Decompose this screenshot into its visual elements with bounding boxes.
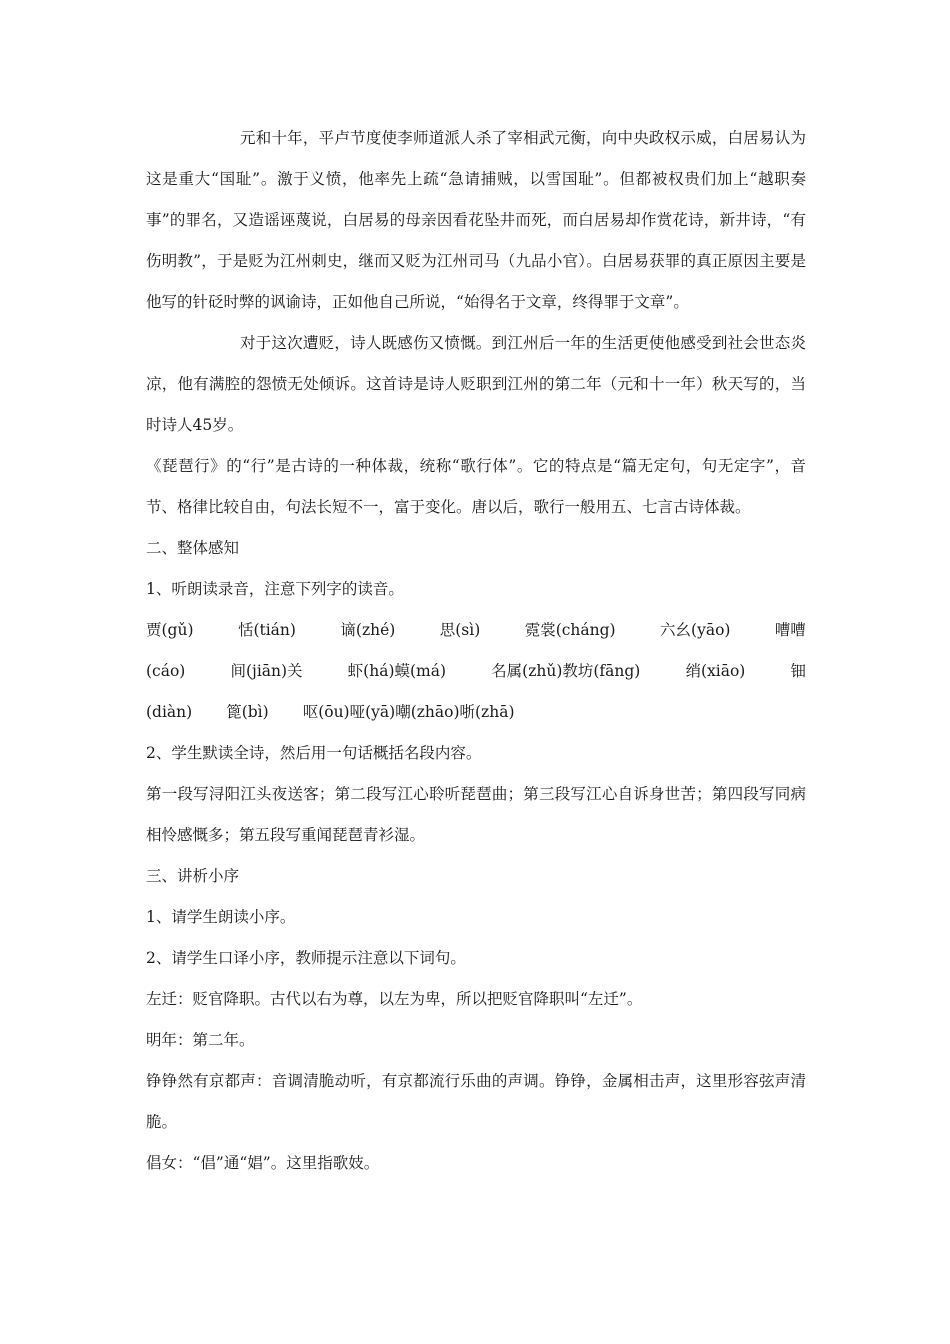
note-mingnian: 明年：第二年。 bbox=[146, 1031, 255, 1049]
section-2-heading: 二、整体感知 bbox=[146, 539, 240, 557]
section-3-item-2: 2、请学生口译小序，教师提示注意以下词句。 bbox=[146, 949, 466, 967]
pinyin-entry: 嘈嘈 bbox=[774, 621, 806, 639]
pinyin-entry: 恬(tián) bbox=[237, 621, 296, 639]
intro-paragraph-1: 元和十年，平卢节度使李师道派人杀了宰相武元衡，向中央政权示威，白居易认为这是重大“国耻”。激于义愤，他率先上疏“急请捕贼，以雪国耻”。但都被权贵们加上“越职奏事”的罪名，又造谣诬蔑说，白居易的母亲因看花坠井而死，而白居易却作赏花诗，新井诗，“有伤明教”，于是贬为江州刺史，继而又贬为江州司马（九品小官）。白居易获罪的真正原因主要是他写的针砭时弊的讽谕诗，正如他自己所说，“始得名于文章，终得罪于文章”。 bbox=[146, 129, 806, 311]
pinyin-entry: 谪(zhé) bbox=[340, 621, 396, 639]
pinyin-entry: 呕(ōu)哑(yā)嘲(zhāo)哳(zhā) bbox=[302, 703, 515, 721]
pinyin-entry: 间(jiān)关 bbox=[230, 662, 303, 680]
note-zhengzheng: 铮铮然有京都声：音调清脆动听，有京都流行乐曲的声调。铮铮，金属相击声，这里形容弦声清脆。 bbox=[146, 1072, 806, 1131]
intro-paragraph-3: 《琵琶行》的“行”是古诗的一种体裁，统称“歌行体”。它的特点是“篇无定句，句无定字”，音节、格律比较自由，句法长短不一，富于变化。唐以后，歌行一般用五、七言古诗体裁。 bbox=[146, 457, 806, 516]
note-zuoqian: 左迁：贬官降职。古代以右为尊，以左为卑，所以把贬官降职叫“左迁”。 bbox=[146, 990, 643, 1008]
pinyin-entry: 贾(gǔ) bbox=[146, 621, 194, 639]
section-2-summary: 第一段写浔阳江头夜送客；第二段写江心聆听琵琶曲；第三段写江心自诉身世苦；第四段写同病相怜感慨多；第五段写重闻琵琶青衫湿。 bbox=[146, 785, 806, 844]
section-2-item-1: 1、听朗读录音，注意下列字的读音。 bbox=[146, 580, 404, 598]
pinyin-entry: 思(sì) bbox=[439, 621, 481, 639]
pinyin-entry: (cáo) bbox=[146, 662, 186, 680]
pinyin-entry: 钿 bbox=[790, 662, 806, 680]
intro-paragraph-2: 对于这次遭贬，诗人既感伤又愤慨。到江州后一年的生活更使他感受到社会世态炎凉，他有满腔的怨愤无处倾诉。这首诗是诗人贬职到江州的第二年（元和十一年）秋天写的，当时诗人45岁。 bbox=[146, 334, 806, 434]
pinyin-row-2 bbox=[146, 651, 806, 692]
pinyin-entry: 绡(xiāo) bbox=[685, 662, 746, 680]
section-3-item-1: 1、请学生朗读小序。 bbox=[146, 908, 296, 926]
pinyin-entry: 篦(bì) bbox=[226, 703, 269, 721]
note-changnv: 倡女：“倡”通“娼”。这里指歌妓。 bbox=[146, 1154, 380, 1172]
pinyin-row-3 bbox=[146, 692, 806, 733]
pinyin-entry: 名属(zhǔ)教坊(fāng) bbox=[491, 662, 641, 680]
section-2-item-2: 2、学生默读全诗，然后用一句话概括名段内容。 bbox=[146, 744, 482, 762]
document-page bbox=[146, 118, 806, 1184]
pinyin-row-1 bbox=[146, 610, 806, 651]
pinyin-entry: 霓裳(cháng) bbox=[524, 621, 616, 639]
pinyin-entry: (diàn) bbox=[146, 703, 193, 721]
section-3-heading: 三、讲析小序 bbox=[146, 867, 240, 885]
pinyin-entry: 虾(há)蟆(má) bbox=[347, 662, 447, 680]
pinyin-entry: 六幺(yāo) bbox=[660, 621, 731, 639]
